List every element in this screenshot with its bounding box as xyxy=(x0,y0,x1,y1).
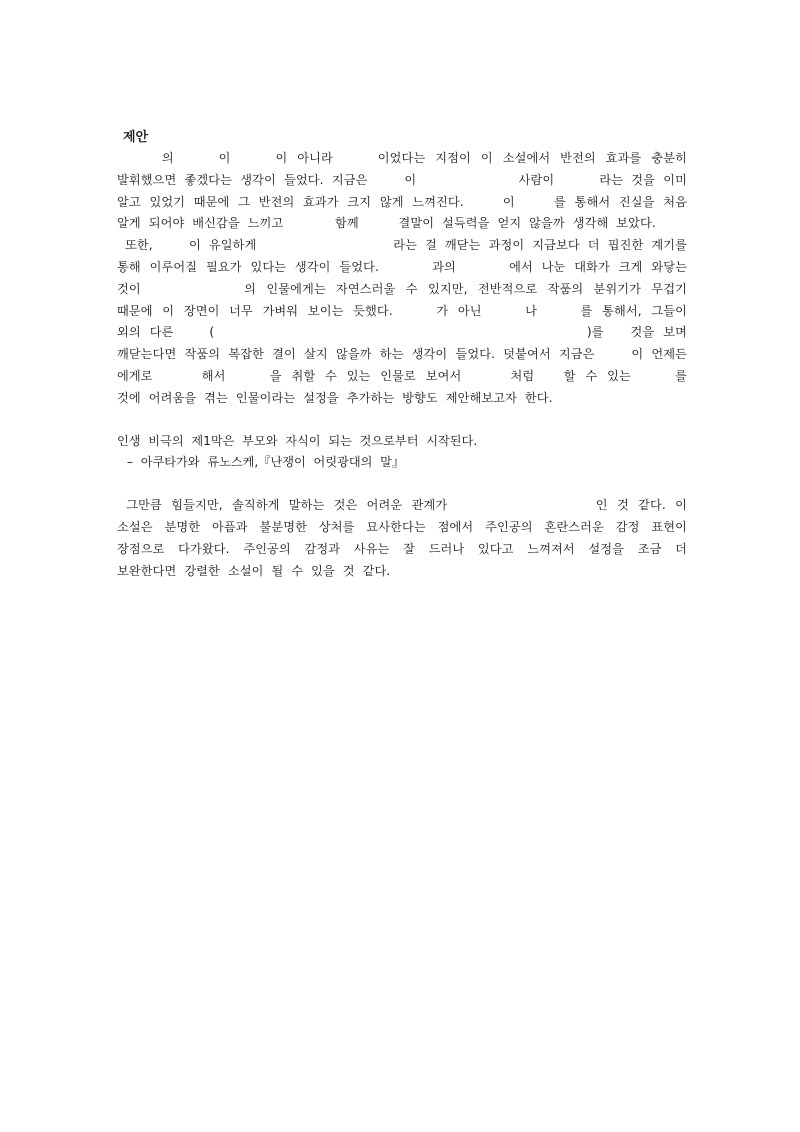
document-body xyxy=(117,128,735,582)
epigraph-quote: 인생 비극의 제1막은 부모와 자식이 되는 것으로부터 시작된다. xyxy=(117,433,478,448)
paragraph-2: 또한, 이 유일하게 라는 걸 깨닫는 과정이 지금보다 더 핍진한 계기를 통해 이루어질 필요가 있다는 생각이 들었다. 과의 에서 나눈 대화가 크게 와닿는 것이 의 인물에게는 자연스러울 수 있지만, 전반적으로 작품의 분위기가 무겁기 때문에 이 장면이 너무 가벼워 보이는 듯했다. 가 아닌 나 를 통해서, 그들이 외의 다른 ( )를 것을 보며 깨닫는다면 작품의 복잡한 결이 살지 않을까 하는 생각이 들었다. 덧붙여서 지금은 이 언제든 에게로 해서 을 취할 수 있는 인물로 보여서 처럼 할 수 있는 를 것에 어려움을 겪는 인물이라는 설정을 추가하는 방향도 제안해보고자 한다. xyxy=(117,238,735,405)
paragraph-3: 그만큼 힘들지만, 솔직하게 말하는 것은 어려운 관계가 인 것 같다. 이 소설은 분명한 아픔과 불분명한 상처를 묘사한다는 점에서 주인공의 혼란스러운 감정 표현이 장점으로 다가왔다. 주인공의 감정과 사유는 잘 드러나 있다고 느껴져서 설정을 조금 더 보완한다면 강렬한 소설이 될 수 있을 것 같다. xyxy=(117,498,695,578)
paragraph-gap xyxy=(117,474,687,495)
section-heading: 제안 xyxy=(123,130,149,145)
paragraph-gap xyxy=(117,410,687,431)
epigraph-source: – 아쿠타가와 류노스케,『난쟁이 어릿광대의 말』 xyxy=(123,455,405,470)
paragraph-1: 의 이 이 아니라 이었다는 지점이 이 소설에서 반전의 효과를 충분히 발휘했으면 좋겠다는 생각이 들었다. 지금은 이 사람이 라는 것을 이미 알고 있었기 때문에 그 반전의 효과가 크지 않게 느껴진다. 이 를 통해서 진실을 처음 알게 되어야 배신감을 느끼고 함께 결말이 설득력을 얻지 않을까 생각해 보았다. xyxy=(117,151,695,231)
